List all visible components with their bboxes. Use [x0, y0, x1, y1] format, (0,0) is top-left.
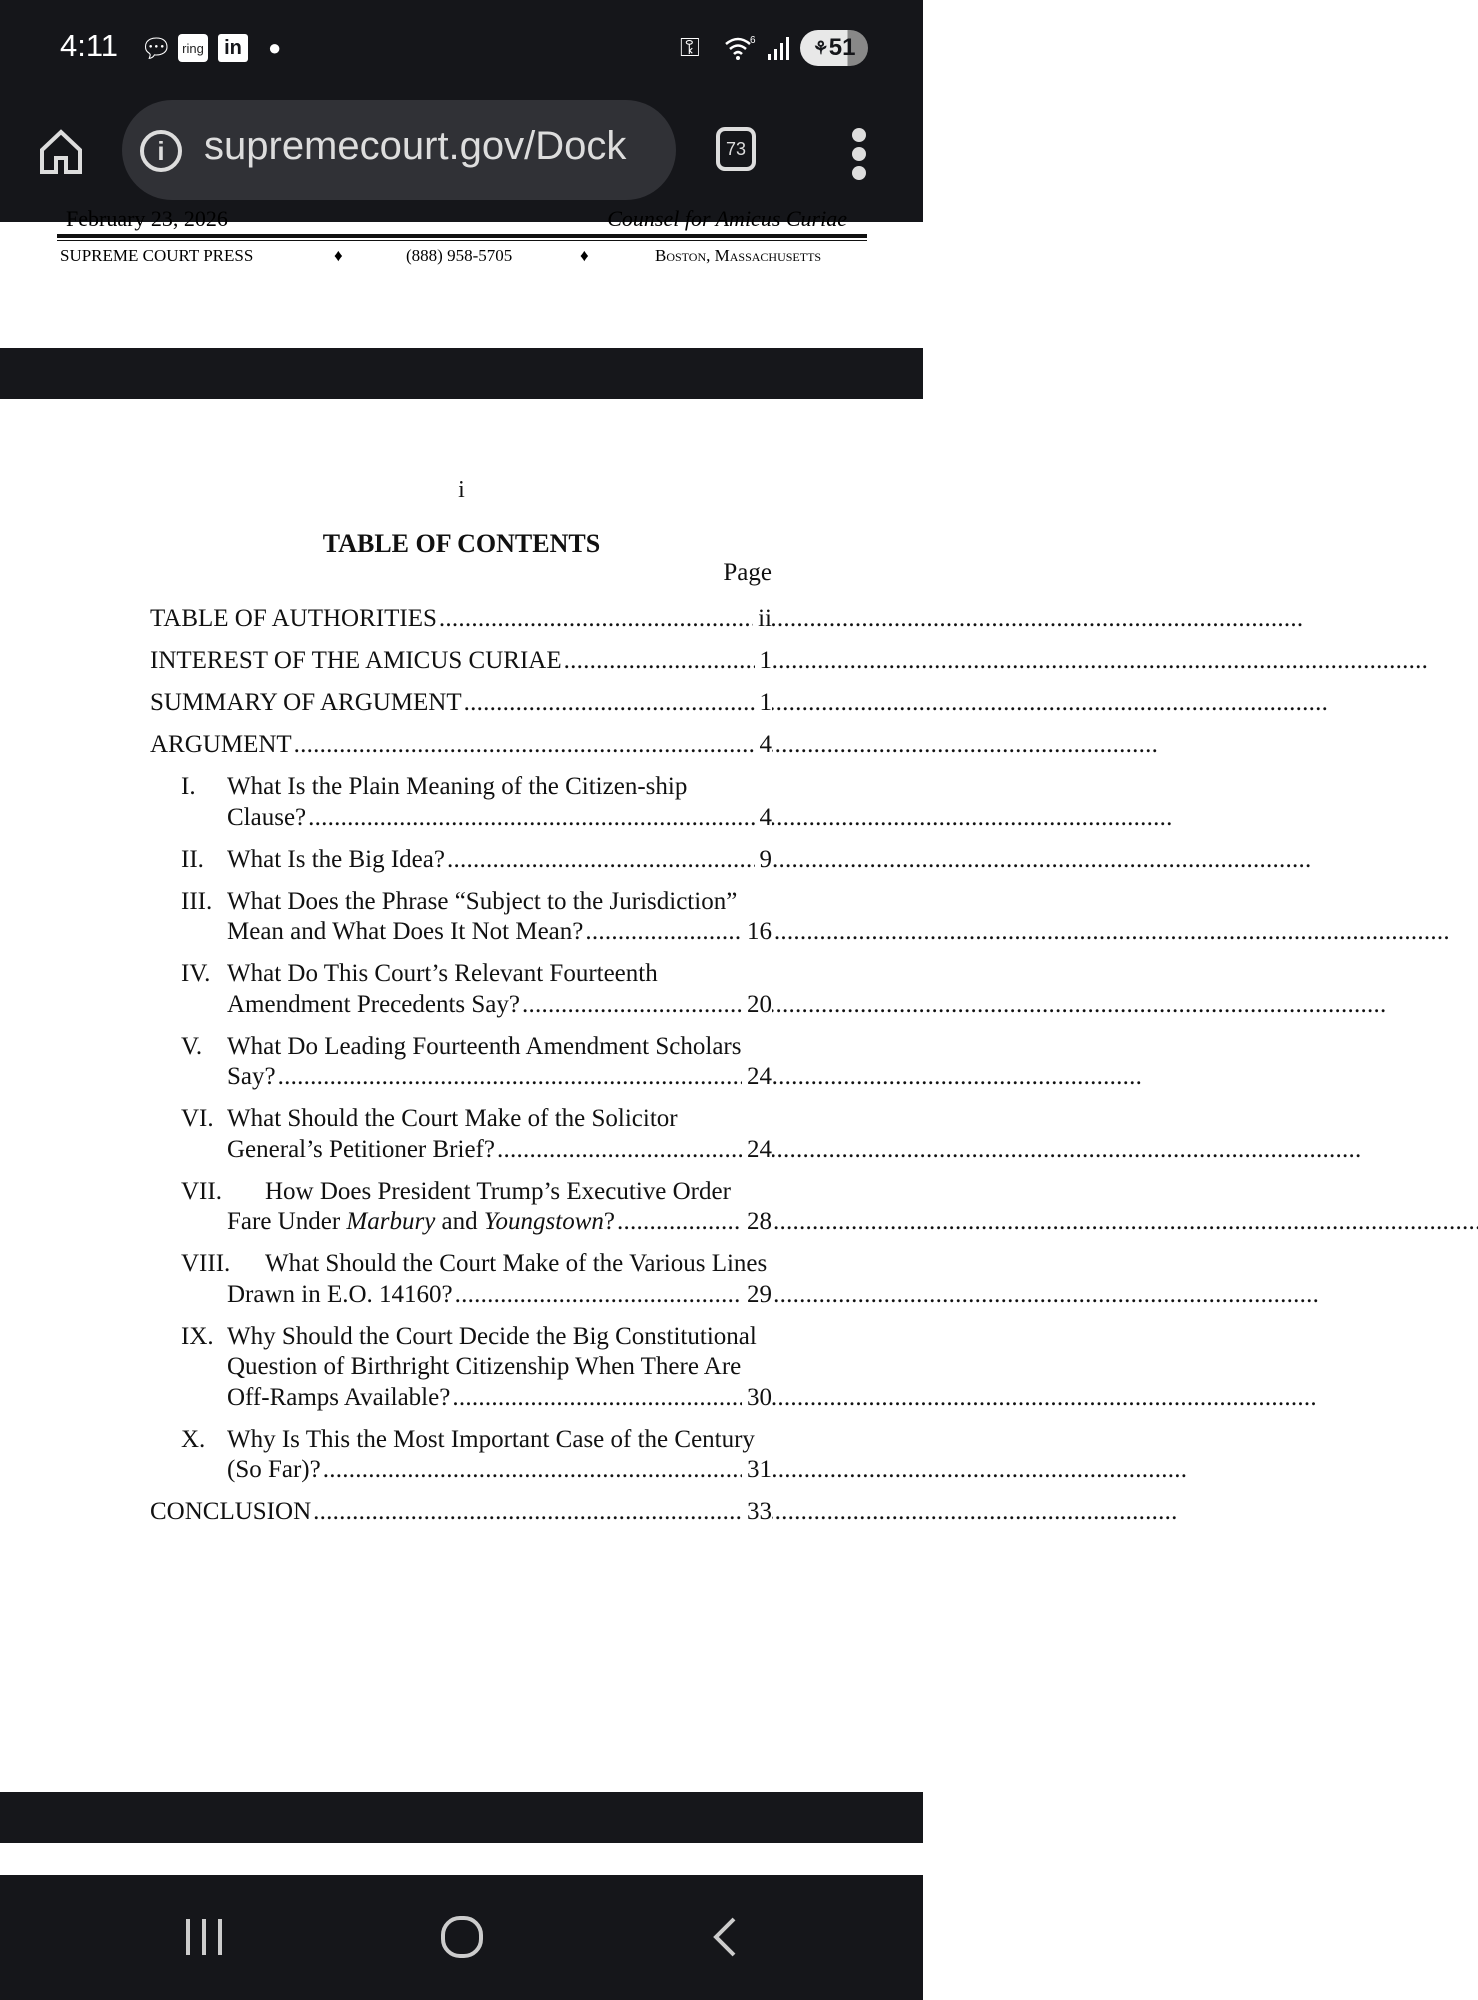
back-icon[interactable] [704, 1915, 748, 1959]
toc-entry-title: Why Is This the Most Important Case of the Century (So Far)? . . . [227, 1426, 755, 1484]
toc-entry-title [227, 1250, 767, 1308]
ring-icon: ring [178, 34, 208, 62]
tab-switcher-button[interactable]: 73 [716, 127, 756, 171]
toc-entry[interactable] [150, 646, 772, 677]
toc-entry[interactable] [150, 845, 772, 876]
toc-entry-page: 20 [742, 990, 772, 1021]
page-gap [0, 348, 923, 399]
toc-entry-number: V. [181, 1032, 203, 1060]
pdf-page [0, 399, 923, 1792]
divider [57, 234, 867, 238]
toc-entry[interactable] [150, 1177, 772, 1238]
toc-entry-number: VI. [181, 1105, 214, 1132]
toc-entry-title: What Do This Court’s Relevant Fourteenth Amendment Precedents Say? . . . [227, 960, 658, 1018]
battery-saver-icon: ⚘ [812, 37, 829, 58]
battery-level: 51 [828, 34, 856, 61]
recent-apps-icon[interactable] [182, 1915, 226, 1959]
toc-entry-page: 29 [742, 1280, 772, 1311]
toc-entry[interactable] [150, 730, 772, 761]
toc-entry[interactable] [150, 1497, 772, 1528]
toc-entry[interactable] [150, 604, 772, 635]
toc-entry[interactable] [150, 1104, 772, 1165]
toc-entry-number: IX. [181, 1322, 214, 1350]
page-title: TABLE OF CONTENTS [322, 529, 601, 558]
linkedin-icon: in [218, 34, 248, 62]
toc-entry-title: ARGUMENT . . . [150, 731, 332, 758]
toc-entry-number: VIII. [181, 1250, 231, 1277]
toc-entry-number: X. [181, 1425, 206, 1453]
site-info-icon[interactable]: i [140, 130, 182, 172]
toc-entry-title: Why Should the Court Decide the Big Constitutional Question of Birthright Citizenship When There Are Off-Ramps Available? . . . [227, 1323, 757, 1411]
date-fragment: February 23, 2026 [66, 206, 228, 231]
previous-page-fragment [0, 206, 923, 348]
diamond-icon: ♦ [580, 246, 589, 265]
dot-icon: ● [268, 35, 282, 60]
toc-entry-title: INTEREST OF THE AMICUS CURIAE . . . [150, 647, 602, 674]
publisher: SUPREME COURT PRESS [60, 246, 254, 265]
toc-entry-number: I. [181, 773, 196, 800]
status-bar [0, 0, 923, 100]
battery-indicator [800, 30, 868, 66]
toc-entry-page: 24 [742, 1062, 772, 1093]
table-of-contents [150, 604, 772, 1539]
toc-entry-number: IV. [181, 960, 211, 987]
browser-toolbar [0, 100, 923, 222]
url-text[interactable]: supremecourt.gov/Dock [204, 124, 627, 168]
case-name: Marbury [346, 1208, 436, 1235]
case-name: Youngstown [483, 1208, 604, 1235]
divider [57, 240, 867, 241]
toc-entry-title: What Is the Big Idea? . . . [227, 846, 485, 873]
toc-entry[interactable] [150, 959, 772, 1020]
vpn-key-icon: ⚿ [680, 32, 700, 62]
more-options-icon[interactable] [852, 128, 868, 185]
toc-entry-number: VII. [181, 1177, 222, 1205]
phone: (888) 958-5705 [406, 246, 513, 265]
toc-entry-page: 1 [755, 646, 773, 677]
location: Boston, Massachusetts [655, 246, 822, 265]
diamond-icon: ♦ [334, 246, 343, 265]
toc-entry-page: 4 [755, 730, 773, 761]
home-nav-icon[interactable] [440, 1915, 484, 1959]
toc-entry-page: 4 [755, 803, 773, 834]
title-text: What Should the Court Make of the Various Lines Drawn in E.O. 14160? [227, 1250, 768, 1308]
toc-entry-title: CONCLUSION . . . [150, 1498, 351, 1525]
page-column-header: Page [723, 559, 772, 586]
toc-entry-page: 9 [755, 845, 773, 876]
toc-entry[interactable] [150, 1249, 772, 1310]
toc-entry-title: SUMMARY OF ARGUMENT . . . [150, 689, 502, 716]
system-nav-bar [0, 1875, 923, 2000]
svg-text:6: 6 [750, 35, 756, 46]
chat-bubble-icon: 💬︎ [140, 32, 174, 63]
toc-entry-page: 28 [742, 1207, 772, 1238]
toc-entry[interactable] [150, 1032, 772, 1093]
toc-entry-page: ii [753, 604, 772, 635]
toc-entry-page: 33 [742, 1497, 772, 1528]
toc-entry[interactable] [150, 688, 772, 719]
address-bar[interactable] [122, 100, 676, 200]
clock: 4:11 [60, 28, 119, 63]
toc-entry-title: TABLE OF AUTHORITIES . . . [150, 605, 477, 632]
toc-entry-title: What Is the Plain Meaning of the Citizen-ship Clause? . . . [227, 773, 687, 831]
page-number: i [458, 477, 465, 503]
title-text: ? [603, 1208, 615, 1235]
toc-entry[interactable] [150, 1425, 772, 1486]
toc-entry-page: 16 [742, 917, 772, 948]
toc-entry-number: II. [181, 845, 204, 873]
counsel-fragment: Counsel for Amicus Curiae [607, 206, 847, 231]
title-text: How Does President Trump’s Executive Order Fare Under [227, 1177, 731, 1235]
home-icon[interactable] [38, 128, 84, 174]
toc-entry-title [227, 1178, 731, 1236]
title-text: and [435, 1208, 484, 1235]
page-gap [0, 1792, 923, 1843]
toc-entry-title: What Do Leading Fourteenth Amendment Scholars Say? . . . [227, 1033, 741, 1091]
signal-icon [766, 34, 792, 62]
toc-entry[interactable] [150, 887, 772, 948]
toc-entry-title: What Does the Phrase “Subject to the Jurisdiction” Mean and What Does It Not Mean? . . . [227, 888, 737, 946]
toc-entry-number: III. [181, 887, 213, 915]
wifi-6-icon [724, 34, 756, 62]
toc-entry[interactable] [150, 772, 772, 833]
toc-entry[interactable] [150, 1322, 772, 1414]
toc-entry-page: 30 [742, 1383, 772, 1414]
toc-entry-page: 1 [755, 688, 773, 719]
toc-entry-page: 31 [742, 1455, 772, 1486]
toc-entry-page: 24 [742, 1135, 772, 1166]
toc-entry-title: What Should the Court Make of the Solicitor General’s Petitioner Brief? . . . [227, 1105, 678, 1163]
